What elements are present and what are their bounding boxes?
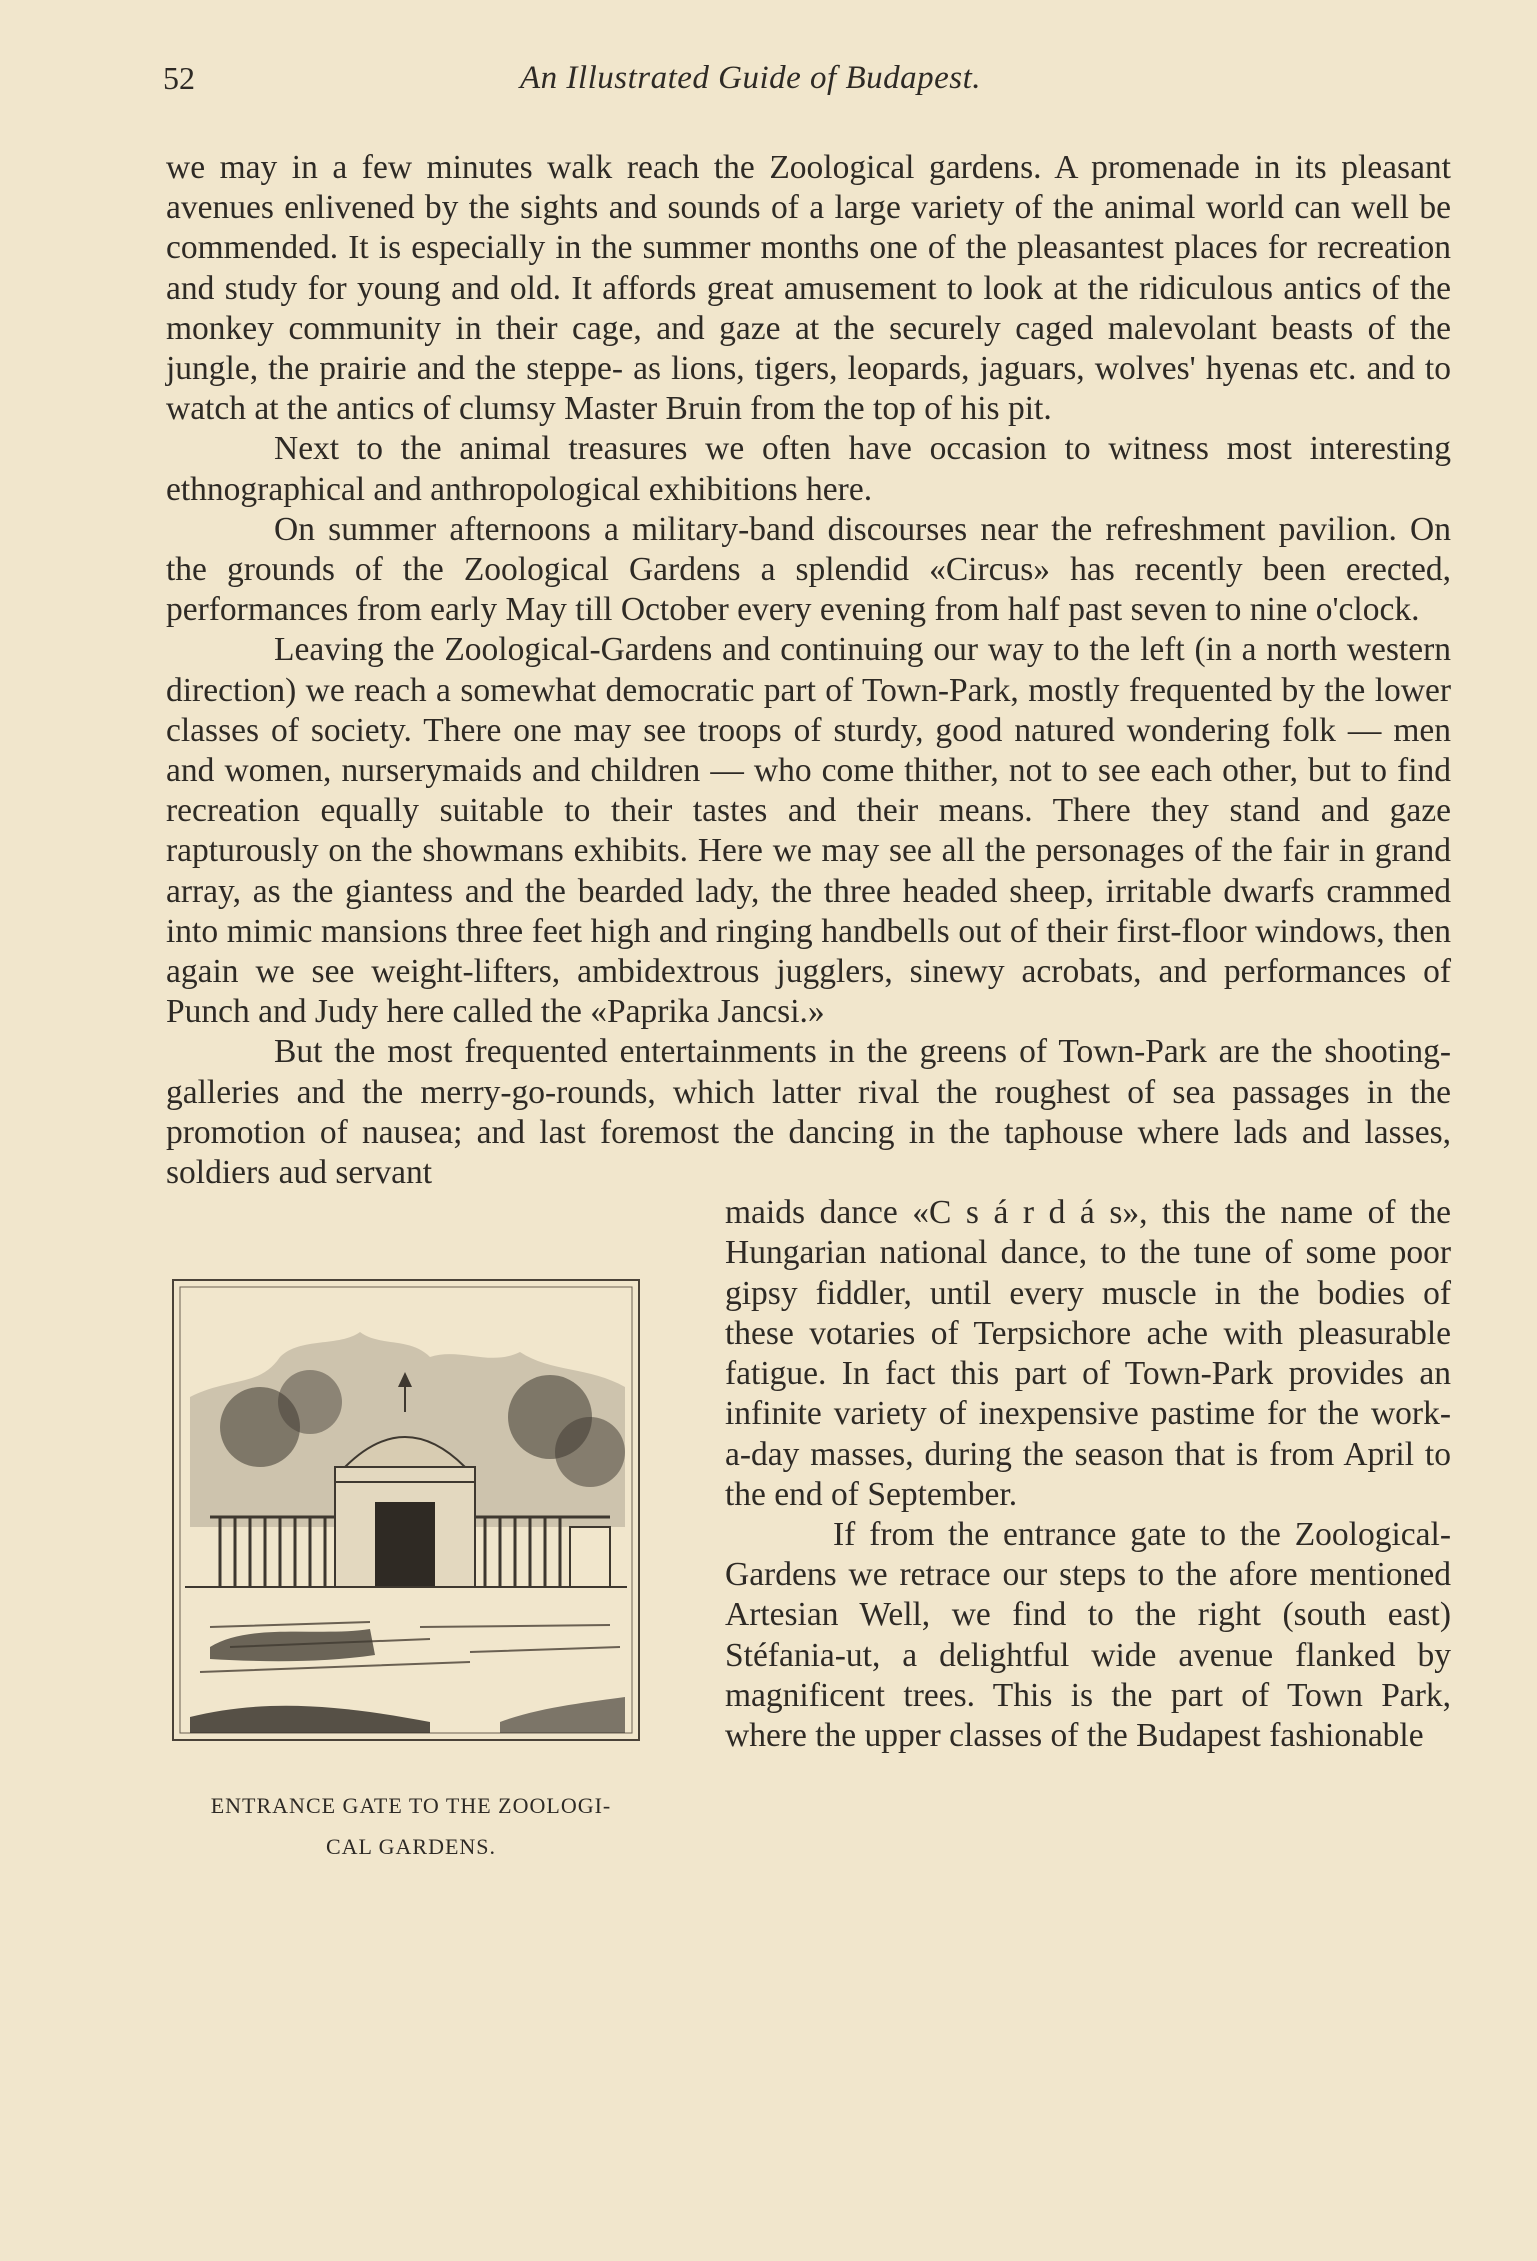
- paragraph: Leaving the Zoological-Gardens and continuing our way to the left (in a north western direction) we reach a somewhat democratic part of Town-Park, mostly frequented by the lower classes of society. There one may see troops of sturdy, good natured wondering folk — men and women, nurserymaids and children — who come thither, not to see each other, but to find recreation equally suitable to their tastes and their means. There they stand and gaze rapturously on the showmans exhibits. Here we may see all the personages of the fair in grand array, as the giantess and the bearded lady, the three headed sheep, irritable dwarfs crammed into mimic mansions three feet high and ringing handbells out of their first-floor windows, then again we see weight-lifters, ambidextrous jugglers, sinewy acrobats, and performances of Punch and Judy here called the «Paprika Jancsi.»: [166, 631, 1451, 1031]
- caption-line: CAL GARDENS.: [325, 1834, 497, 1860]
- page-header: [0, 60, 1537, 110]
- paragraph: Next to the animal treasures we often have occasion to witness most interesting ethnographical and anthropological exhibitions here.: [166, 430, 1451, 508]
- caption-line: ENTRANCE GATE TO THE ZOOLOGI-: [210, 1793, 612, 1819]
- paragraph: maids dance «C s á r d á s», this the name of the Hungarian national dance, to the tune of some poor gipsy fiddler, until every muscle in the bodies of these votaries of Terpsichore ache with pleasurable fatigue. In fact this part of Town-Park provides an infinite variety of inexpensive pastime for the work-a-day masses, during the season that is from April to the end of September.: [725, 1194, 1451, 1513]
- paragraph: If from the entrance gate to the Zoological-Gardens we retrace our steps to the afore mentioned Artesian Well, we find to the right (south east) Stéfania-ut, a delightful wide avenue flanked by magnificent trees. This is the part of Town Park, where the upper classes of the Budapest fashionable: [725, 1515, 1451, 1754]
- paragraph: On summer afternoons a military-band discourses near the refreshment pavilion. On the grounds of the Zoological Gardens a splendid «Circus» has recently been erected, performances from early May till October every evening from half past seven to nine o'clock.: [166, 510, 1451, 629]
- running-title: An Illustrated Guide of Budapest.: [520, 60, 982, 96]
- zoo-gate-illustration: [170, 1277, 642, 1743]
- paragraph: we may in a few minutes walk reach the Zoological gardens. A promenade in its pleasant avenues enlivened by the sights and sounds of a large variety of the animal world can well be commended. It is especially in the summer months one of the pleasantest places for recreation and study for young and old. It affords great amusement to look at the ridiculous antics of the monkey community in their cage, and gaze at the securely caged malevolant beasts of the jungle, the prairie and the steppe- as lions, tigers, leopards, jaguars, wolves' hyenas etc. and to watch at the antics of clumsy Master Bruin from the top of his pit.: [166, 149, 1451, 428]
- body-text: [166, 148, 1451, 2261]
- figure: [166, 1193, 696, 2261]
- figure-caption: [166, 1785, 656, 1867]
- page-number: 52: [163, 60, 195, 96]
- paragraph: But the most frequented entertainments in the greens of Town-Park are the shooting-galleries and the merry-go-rounds, which latter rival the roughest of sea passages in the promotion of nausea; and last foremost the dancing in the taphouse where lads and lasses, soldiers aud servant: [166, 1033, 1451, 1192]
